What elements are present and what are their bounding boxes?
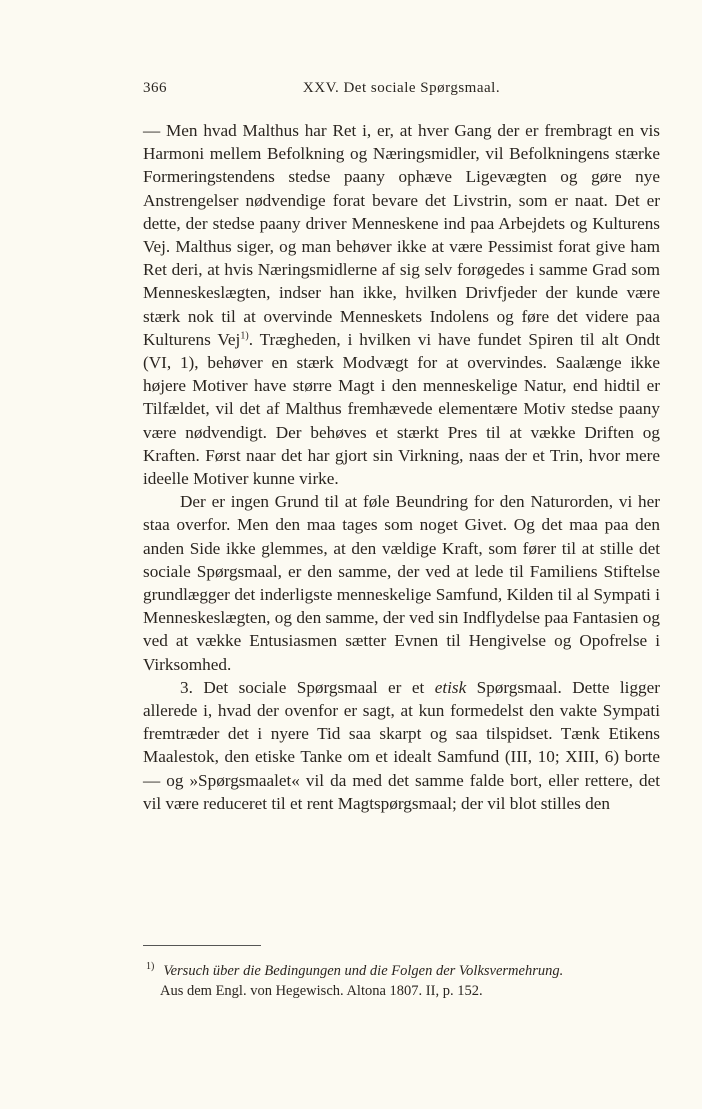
paragraph-3-emphasis: etisk bbox=[434, 677, 467, 697]
footnote-mark: 1) bbox=[146, 961, 155, 972]
footnote-reference: 1) bbox=[240, 330, 249, 342]
paragraph-3-text-b: Spørgsmaal. Dette ligger allerede i, hvad der ovenfor er sagt, at kun formedelst den vakte Sympati fremtræder det i nyere Tid saa skarpt og saa tilspidset. Tænk Etikens Maalestok, den etiske Tanke om et idealt Samfund (III, 10; XIII, 6) borte — og »Spørgsmaalet« vil da med det samme falde bort, eller rettere, det vil være reduceret til et rent Magtspørgsmaal; der vil blot stilles den bbox=[143, 677, 660, 813]
paragraph-2: Der er ingen Grund til at føle Beundring for den Naturorden, vi her staa overfor. Men den maa tages som noget Givet. Og det maa paa den anden Side ikke glemmes, at den vældige Kraft, som fører til at stille det sociale Spørgsmaal, er den samme, der ved at lede til Familiens Stiftelse grundlægger det inderligste menneskelige Samfund, Kilden til al Sympati i Menneskeslægten, og den samme, der ved sin Indflydelse paa Fantasien og ved at vække Entusiasmen sætter Evnen til Hengivelse og Opofrelse i Virksomhed. bbox=[143, 492, 660, 674]
body-text bbox=[143, 119, 660, 815]
footnote-divider bbox=[143, 945, 261, 946]
chapter-title: XXV. Det sociale Spørgsmaal. bbox=[302, 80, 501, 96]
running-head bbox=[143, 80, 660, 104]
paragraph-1-text-a: — Men hvad Malthus har Ret i, er, at hver Gang der er frembragt en vis Harmoni mellem Befolkning og Næringsmidler, vil Befolkningens stærke Formeringstendens stedse paany ophæve Ligevægten og gøre nye Anstrengelser nødvendige forat bevare det Livstrin, som er naat. Det er dette, der stedse paany driver Menneskene ind paa Arbejdets og Kulturens Vej. Malthus siger, og man behøver ikke at være Pessimist forat give ham Ret deri, at hvis Næringsmidlerne af sig selv forøgedes i samme Grad som Menneskeslægten, indser han ikke, hvilken Drivfjeder der kunde være stærk nok til at overvinde Menneskets Indolens og føre det videre paa Kulturens Vej bbox=[143, 121, 660, 349]
footnote bbox=[146, 957, 660, 1001]
paragraph-1-text-b: . Trægheden, i hvilken vi have fundet Spiren til alt Ondt (VI, 1), behøver en stærk Modvægt for at overvindes. Saalænge ikke højere Motiver have større Magt i den menneskelige Natur, end hidtil er Tilfældet, vil det af Malthus fremhævede elementære Motiv stedse paany være nødvendigt. Der behøves et stærkt Pres til at vække Driften og Kraften. Først naar det har gjort sin Virkning, naas der et Trin, hvor mere ideelle Motiver kunne virke. bbox=[143, 329, 660, 489]
paragraph-3 bbox=[143, 676, 660, 815]
footnote-title: Versuch über die Bedingungen und die Folgen der Volksvermehrung. bbox=[163, 962, 564, 979]
footnote-details: Aus dem Engl. von Hegewisch. Altona 1807. II, p. 152. bbox=[160, 982, 483, 999]
paragraph-1 bbox=[143, 119, 660, 490]
paragraph-3-text-a: 3. Det sociale Spørgsmaal er et bbox=[180, 677, 435, 697]
footnote-line-1 bbox=[146, 957, 660, 981]
page-number: 366 bbox=[143, 80, 167, 96]
